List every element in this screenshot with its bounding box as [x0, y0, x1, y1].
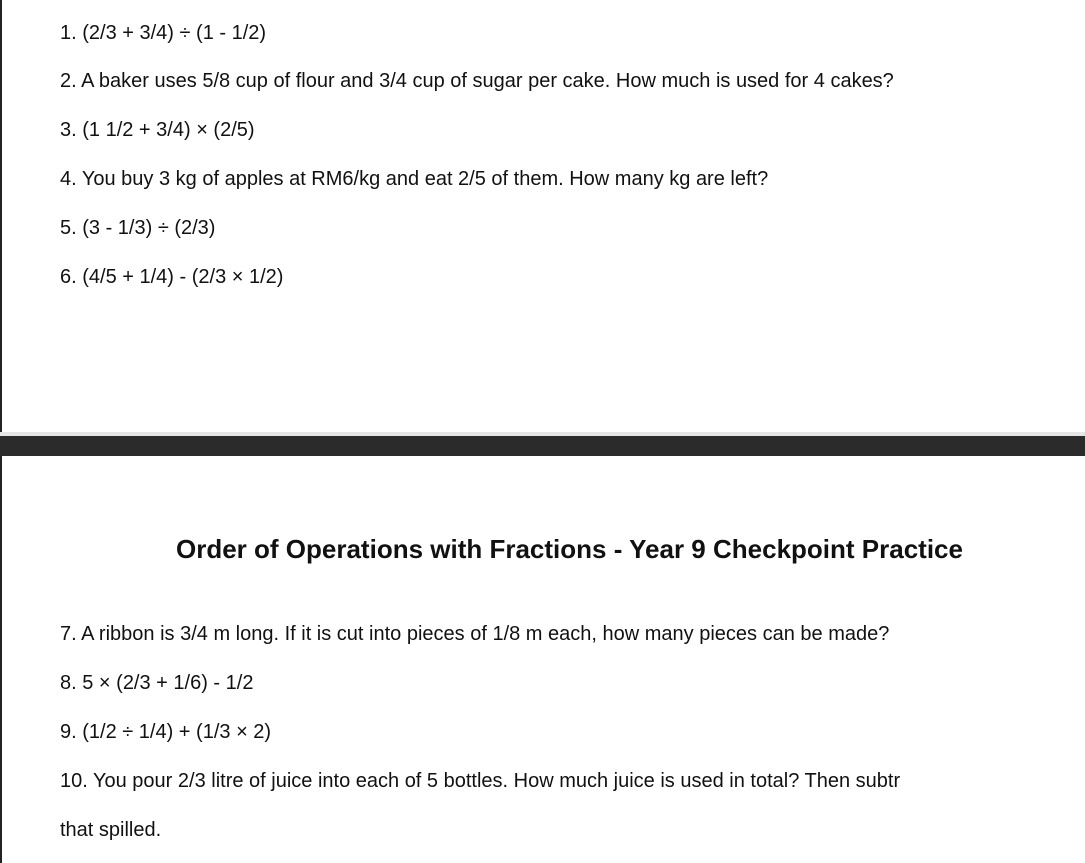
question-8: 8. 5 × (2/3 + 1/6) - 1/2 — [60, 672, 254, 694]
question-6: 6. (4/5 + 1/4) - (2/3 × 1/2) — [60, 266, 284, 288]
page-divider — [0, 436, 1085, 456]
question-9: 9. (1/2 ÷ 1/4) + (1/3 × 2) — [60, 721, 272, 743]
question-1: 1. (2/3 + 3/4) ÷ (1 - 1/2) — [60, 22, 267, 44]
question-7: 7. A ribbon is 3/4 m long. If it is cut into pieces of 1/8 m each, how many pieces can be made? — [60, 623, 890, 645]
question-10: 10. You pour 2/3 litre of juice into each of 5 bottles. How much juice is used in total? Then subtr — [60, 770, 901, 792]
question-10-continuation: that spilled. — [60, 819, 162, 841]
question-4: 4. You buy 3 kg of apples at RM6/kg and eat 2/5 of them. How many kg are left? — [60, 168, 769, 190]
question-2: 2. A baker uses 5/8 cup of flour and 3/4 cup of sugar per cake. How much is used for 4 cakes? — [60, 70, 894, 92]
worksheet-page-bottom — [0, 456, 1085, 863]
worksheet-title: Order of Operations with Fractions - Year 9 Checkpoint Practice — [176, 534, 963, 564]
question-3: 3. (1 1/2 + 3/4) × (2/5) — [60, 119, 255, 141]
question-5: 5. (3 - 1/3) ÷ (2/3) — [60, 217, 216, 239]
